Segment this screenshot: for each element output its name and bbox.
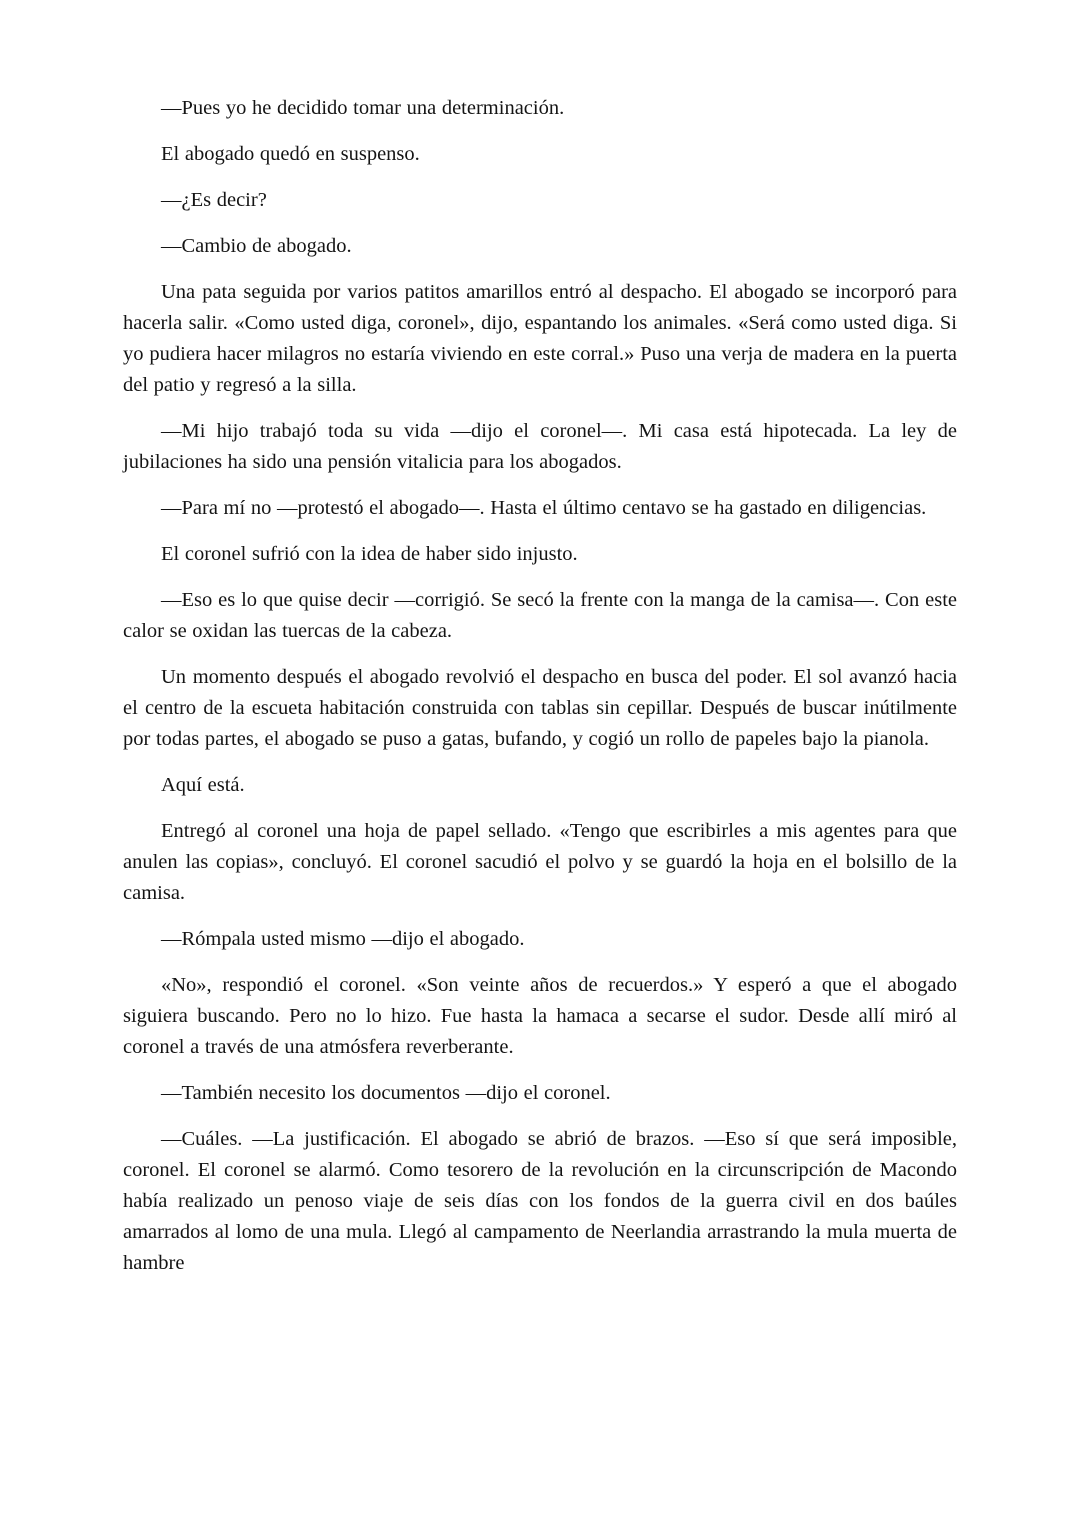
paragraph: El abogado quedó en suspenso. <box>161 143 420 165</box>
paragraph: Un momento después el abogado revolvió el despacho en busca del poder. El sol avanzó hacia el centro de la escueta habitación construida con tablas sin cepillar. Después de buscar inútilmente por todas partes, el abogado se puso a gatas, bufando, y cogió un rollo de papeles bajo la pianola. <box>123 666 957 750</box>
paragraph: —Pues yo he decidido tomar una determinación. <box>161 97 565 119</box>
paragraph: «No», respondió el coronel. «Son veinte años de recuerdos.» Y esperó a que el abogado siguiera buscando. Pero no lo hizo. Fue hasta la hamaca a secarse el sudor. Desde allí miró al coronel a través de una atmósfera reverberante. <box>123 974 957 1058</box>
paragraph: —Mi hijo trabajó toda su vida —dijo el coronel—. Mi casa está hipotecada. La ley de jubilaciones ha sido una pensión vitalicia para los abogados. <box>123 420 957 473</box>
paragraph: Aquí está. <box>161 774 245 796</box>
paragraph: —Eso es lo que quise decir —corrigió. Se secó la frente con la manga de la camisa—. Con este calor se oxidan las tuercas de la cabeza. <box>123 589 957 642</box>
paragraph: Entregó al coronel una hoja de papel sellado. «Tengo que escribirles a mis agentes para que anulen las copias», concluyó. El coronel sacudió el polvo y se guardó la hoja en el bolsillo de la camisa. <box>123 820 957 904</box>
paragraph: El coronel sufrió con la idea de haber sido injusto. <box>161 543 578 565</box>
paragraph: —¿Es decir? <box>161 189 267 211</box>
page-text <box>123 93 957 1279</box>
paragraph: Una pata seguida por varios patitos amarillos entró al despacho. El abogado se incorporó para hacerla salir. «Como usted diga, coronel», dijo, espantando los animales. «Será como usted diga. Si yo pudiera hacer milagros no estaría viviendo en este corral.» Puso una verja de madera en la puerta del patio y regresó a la silla. <box>123 281 957 396</box>
paragraph: —Rómpala usted mismo —dijo el abogado. <box>161 928 525 950</box>
paragraph: —Para mí no —protestó el abogado—. Hasta el último centavo se ha gastado en diligencias. <box>161 497 927 519</box>
paragraph: —Cambio de abogado. <box>161 235 352 257</box>
paragraph: —Cuáles. —La justificación. El abogado se abrió de brazos. —Eso sí que será imposible, coronel. El coronel se alarmó. Como tesorero de la revolución en la circunscripción de Macondo había realizado un penoso viaje de seis días con los fondos de la guerra civil en dos baúles amarrados al lomo de una mula. Llegó al campamento de Neerlandia arrastrando la mula muerta de hambre <box>123 1128 957 1274</box>
paragraph: —También necesito los documentos —dijo el coronel. <box>161 1082 611 1104</box>
